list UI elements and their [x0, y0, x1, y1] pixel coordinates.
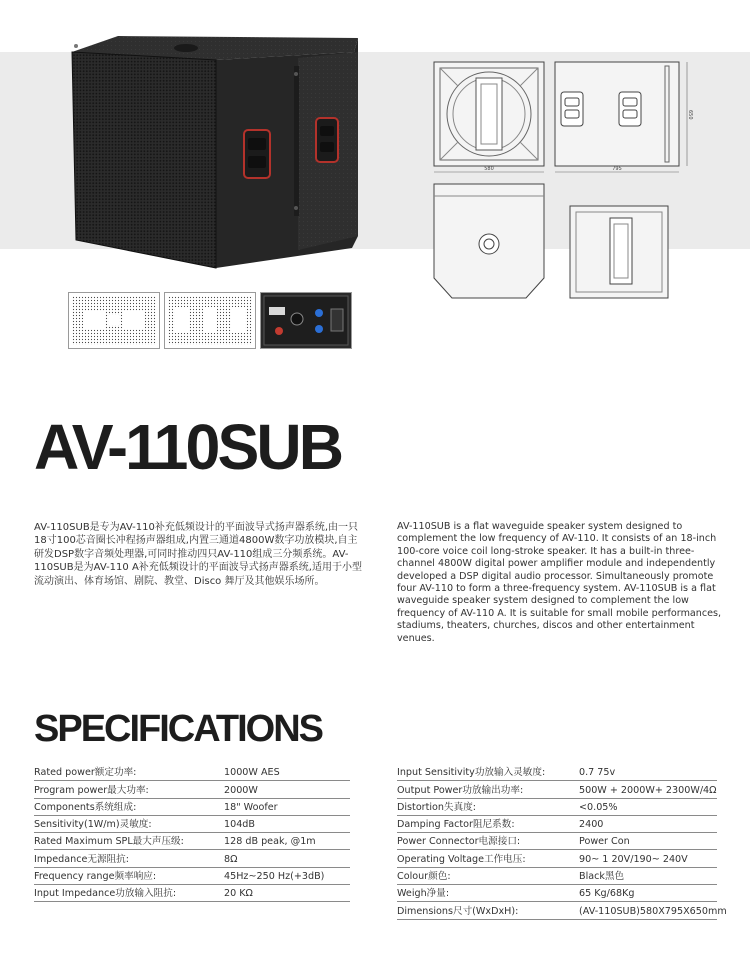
panel-thumbnail-side — [164, 292, 256, 349]
spec-label: Colour颜色: — [397, 871, 451, 883]
spec-row — [397, 833, 717, 850]
spec-value: 104dB — [224, 819, 255, 831]
spec-label: Input Impedance功放输入阻抗: — [34, 888, 177, 900]
spec-row — [34, 816, 350, 833]
description-english: AV-110SUB is a flat waveguide speaker system designed to complement the low frequency of AV-110. It consists of an 18-inch 100-core voice coil long-stroke speaker. It has a built-in three-channel 4800W digital power amplifier module and independently developed a DSP digital audio processor. Simultaneously promote four AV-110 to form a three-frequency system. AV-110SUB is a flat waveguide speaker system designed to complement the low frequency of AV-110 A. It is suitable for small mobile performances, stadiums, theaters, churches, discos and other entertainment venues. — [397, 521, 722, 644]
spec-value: (AV-110SUB)580X795X650mm — [579, 905, 727, 917]
spec-value: Power Con — [579, 836, 630, 848]
spec-row — [397, 781, 717, 798]
spec-label: Sensitivity(1W/m)灵敏度: — [34, 819, 152, 831]
spec-value: 8Ω — [224, 853, 238, 865]
description-chinese: AV-110SUB是专为AV-110补充低频设计的平面波导式扬声器系统,由一只18寸100芯音圈长冲程扬声器组成,内置三通道4800W数字功放模块,自主研发DSP数字音频处理器,可同时推动四只AV-110组成三分频系统。AV-110SUB是为AV-110 A补充低频设计的平面波导式扬声器系统,适用于小型流动演出、体育场馆、剧院、教堂、Disco 舞厅及其他娱乐场所。 — [34, 522, 362, 587]
spec-label: Damping Factor阻尼系数: — [397, 819, 515, 831]
spec-row — [34, 781, 350, 798]
specs-left-column — [34, 764, 350, 902]
spec-value: 1000W AES — [224, 767, 280, 779]
specs-right-column — [397, 764, 727, 920]
spec-label: Output Power功放输出功率: — [397, 784, 524, 796]
spec-row — [397, 764, 717, 781]
top-view-drawing — [432, 182, 546, 300]
spec-value: 2000W — [224, 784, 258, 796]
specifications-heading: SPECIFICATIONS — [34, 708, 322, 750]
spec-row — [34, 799, 350, 816]
spec-label: Operating Voltage工作电压: — [397, 853, 526, 865]
spec-value: 20 KΩ — [224, 888, 253, 900]
spec-row — [34, 868, 350, 885]
spec-row — [34, 764, 350, 781]
spec-row — [397, 850, 717, 867]
spec-label: Frequency range频率响应: — [34, 871, 157, 883]
spec-label: Components系统组成: — [34, 801, 137, 813]
amplifier-panel-thumbnail — [260, 292, 352, 349]
spec-row — [397, 799, 717, 816]
spec-row — [397, 885, 717, 902]
front-view-drawing — [432, 60, 546, 180]
spec-label: Impedance无源阻抗: — [34, 853, 130, 865]
spec-row — [397, 902, 727, 919]
spec-row — [397, 868, 717, 885]
spec-label: Dimensions尺寸(WxDxH): — [397, 905, 519, 917]
spec-label: Rated power额定功率: — [34, 767, 137, 779]
spec-value: 500W + 2000W+ 2300W/4Ω — [579, 784, 717, 796]
spec-label: Distortion失真度: — [397, 801, 477, 813]
spec-value: 128 dB peak, @1m — [224, 836, 316, 848]
product-image — [66, 28, 366, 270]
spec-row — [34, 850, 350, 867]
spec-label: Program power最大功率: — [34, 784, 149, 796]
spec-value: Black黑色 — [579, 871, 625, 883]
product-title: AV-110SUB — [34, 411, 342, 483]
rear-view-drawing — [568, 204, 670, 300]
spec-label: Rated Maximum SPL最大声压级: — [34, 836, 184, 848]
spec-value: <0.05% — [579, 801, 618, 813]
height-dimension: 650 — [687, 110, 693, 120]
spec-row — [34, 833, 350, 850]
panel-thumbnail-front — [68, 292, 160, 349]
depth-dimension: 795 — [612, 166, 622, 172]
spec-value: 90~ 1 20V/190~ 240V — [579, 853, 688, 865]
spec-label: Power Connector电源接口: — [397, 836, 521, 848]
spec-label: Input Sensitivity功放输入灵敏度: — [397, 767, 546, 779]
spec-label: Weigh净量: — [397, 888, 450, 900]
spec-value: 45Hz~250 Hz(+3dB) — [224, 871, 325, 883]
width-dimension: 580 — [484, 166, 494, 172]
spec-value: 65 Kg/68Kg — [579, 888, 635, 900]
spec-row — [34, 885, 350, 902]
spec-value: 2400 — [579, 819, 604, 831]
spec-value: 0.7 75v — [579, 767, 616, 779]
side-view-drawing — [553, 60, 693, 180]
spec-row — [397, 816, 717, 833]
spec-value: 18" Woofer — [224, 801, 278, 813]
